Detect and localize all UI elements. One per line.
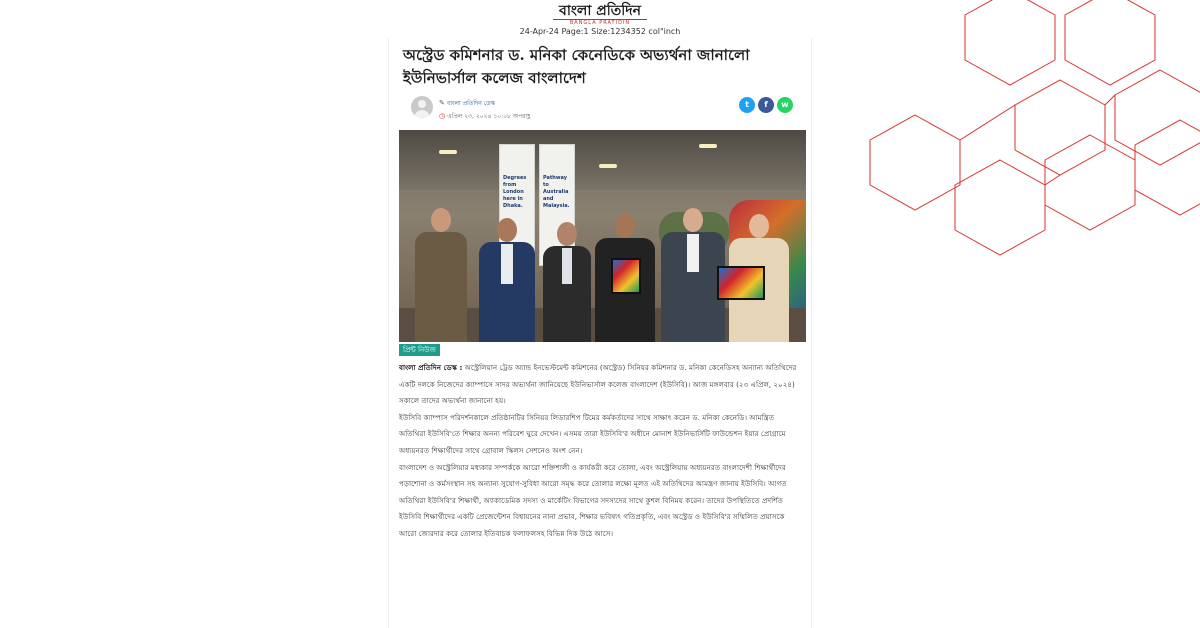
author-name[interactable]: বাংলা প্রতিদিন ডেস্ক bbox=[446, 100, 495, 107]
pencil-icon: ✎ bbox=[439, 99, 445, 107]
photo-person bbox=[595, 214, 655, 342]
ceiling-light bbox=[599, 164, 617, 168]
hexagon-outline bbox=[1015, 80, 1105, 175]
facebook-share-button[interactable] bbox=[758, 97, 774, 113]
author-line[interactable] bbox=[439, 98, 495, 109]
date-line bbox=[439, 111, 530, 122]
article-photo[interactable] bbox=[399, 130, 806, 342]
clipping-meta: 24-Apr-24 Page:1 Size:1234352 col"inch bbox=[519, 27, 681, 36]
newspaper-logo-subtitle: BANGLA PRATIDIN bbox=[569, 20, 631, 26]
publish-date: এপ্রিল ২৩, ২০২৪ ১০:০৮ অপরাহ্ণ bbox=[447, 113, 531, 120]
photo-person bbox=[415, 208, 467, 342]
connector-line bbox=[960, 105, 1015, 140]
hexagon-outline bbox=[870, 115, 960, 210]
body-paragraph: ইউসিবি ক্যাম্পাস পরিদর্শনকালে প্রতিষ্ঠানটির সিনিয়র লিডারশিপ টিমের কর্মকর্তাদের সাথে সাক্ষাৎ করেন ড. মনিকা কেনেডি। আমন্ত্রিত অতিথিরা ইউসিবি'তে শিক্ষার অনন্য পরিবেশ ঘুরে দেখেন। এসময় তারা ইউসিবি'র অধীনে মোনাশ ইউনিভার্সিটি ফাউন্ডেশন ইয়ার প্রোগ্রামে অধ্যয়নরত শিক্ষার্থীদের সাথে গ্রোবাল স্কিলস সেশনেও অংশ নেন। bbox=[399, 412, 786, 455]
photo-gift-frame bbox=[717, 266, 765, 300]
body-paragraph: বাংলাদেশ ও অস্ট্রেলিয়ার মধ্যকার সম্পর্ককে আরো শক্তিশালী ও কার্যকরী করে তোলা, এবং অস্ট্রেলিয়ায় অধ্যয়নরত বাংলাদেশী শিক্ষার্থীদের পড়াশোনা ও কর্মসংস্থান সহ অন্যান্য সুযোগ-সুবিধা আরো সমৃদ্ধ করে তোলার লক্ষ্যে মূলত এই অতিথিদের আমন্ত্রণ জানায় ইউসিবি। আগত অতিথিরা ইউসিবি'র শিক্ষার্থী, অ্যাকাডেমিক সদস্য ও মার্কেটিং বিভাগের সদস্যদের সাথে কুশল বিনিময় করেন। তাদের উপস্থিতিতে প্রদর্শিত ইউসিবি শিক্ষার্থীদের একটি প্রেজেন্টেশন বিশ্বায়নের নানা প্রভাব, শিক্ষার ভবিষ্যৎ গতিপ্রকৃতি, এবং অস্ট্রেড ও ইউসিবি'র সম্মিলিত প্রয়াসকে আরো জোরদার করে তোলার ইতিবাচক ফলাফলসহ বিভিন্ন দিক উঠে আসে। bbox=[399, 462, 787, 538]
print-news-tag-label[interactable]: প্রিন্ট নিউজ bbox=[403, 346, 436, 354]
hexagon-outline bbox=[955, 160, 1045, 255]
article-card bbox=[388, 38, 812, 628]
body-paragraph-text: অস্ট্রেলিয়ান ট্রেড অ্যান্ড ইনভেস্টমেন্ট কমিশনের (অস্ট্রেড) সিনিয়র কমিশনার ড. মনিকা কেনেডিসহ অন্যান্য অতিথিদের একটি দলকে নিজেদের ক্যাম্পাসে সাদর অভ্যর্থনা জানিয়েছে ইউনিভার্সাল কলেজ বাংলাদেশ (ইউসিবি)। আজ মঙ্গলবার (২৩ এপ্রিল, ২০২৪) সকালে তাদের অভ্যর্থনা জানানো হয়। bbox=[399, 363, 797, 406]
connector-line bbox=[1045, 175, 1060, 185]
twitter-icon: t bbox=[745, 100, 749, 109]
article-headline: অস্ট্রেড কমিশনার ড. মনিকা কেনেডিকে অভ্যর্থনা জানালো ইউনিভার্সাল কলেজ বাংলাদেশ bbox=[403, 46, 750, 87]
photo-person bbox=[661, 208, 725, 342]
whatsapp-share-button[interactable] bbox=[777, 97, 793, 113]
banner-australia-text: Pathway to Australia and Malaysia. bbox=[543, 175, 570, 209]
photo-gift-frame bbox=[611, 258, 641, 294]
author-avatar bbox=[411, 96, 433, 118]
photo-person bbox=[543, 222, 591, 342]
connector-line bbox=[1105, 95, 1115, 105]
hexagon-outline bbox=[1045, 135, 1135, 230]
dateline-label: বাংলা প্রতিদিন ডেস্ক : bbox=[399, 363, 463, 372]
body-paragraph bbox=[399, 360, 799, 410]
whatsapp-icon: w bbox=[781, 100, 789, 109]
photo-person bbox=[729, 214, 789, 342]
article-body bbox=[399, 360, 799, 543]
clock-icon: ◷ bbox=[439, 112, 446, 120]
print-news-tag[interactable] bbox=[399, 344, 440, 356]
hexagon-outline bbox=[1135, 120, 1200, 215]
photo-ceiling bbox=[399, 130, 806, 190]
facebook-icon: f bbox=[764, 100, 768, 109]
newspaper-logo: বাংলা প্রতিদিন bbox=[553, 3, 647, 20]
twitter-share-button[interactable] bbox=[739, 97, 755, 113]
hexagon-outline bbox=[1115, 70, 1200, 165]
banner-london-text: Degrees from London here in Dhaka. bbox=[503, 175, 527, 209]
photo-person bbox=[479, 218, 535, 342]
ceiling-light bbox=[699, 144, 717, 148]
ceiling-light bbox=[439, 150, 457, 154]
